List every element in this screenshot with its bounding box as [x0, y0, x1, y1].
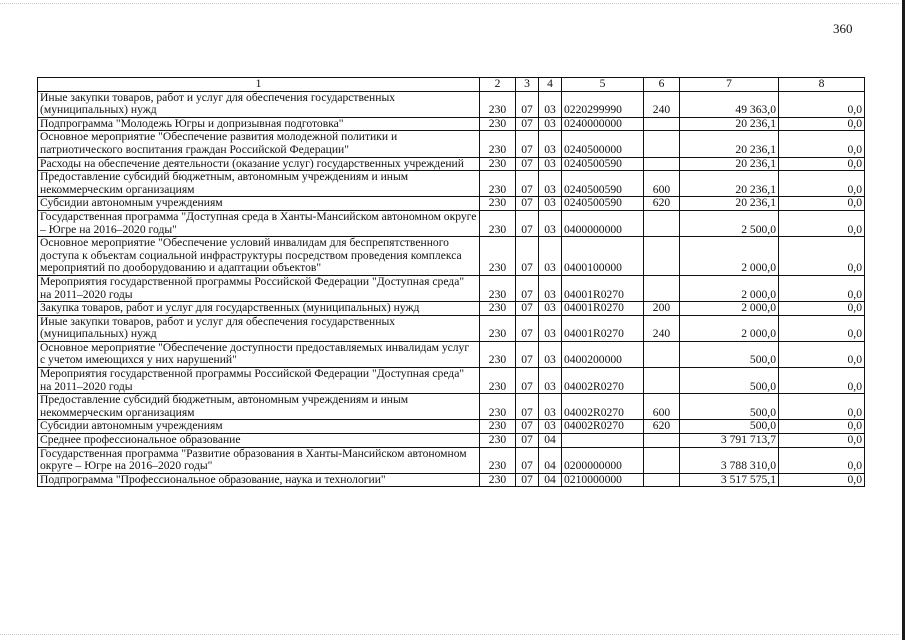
- row-expense-type: 240: [644, 315, 680, 341]
- row-code-3: 07: [516, 171, 539, 197]
- row-expense-type: [644, 237, 680, 276]
- row-target-code: 0220299990: [562, 91, 644, 117]
- row-amount: 3 788 310,0: [680, 447, 779, 473]
- row-expense-type: 200: [644, 302, 680, 316]
- row-target-code: 04002R0270: [562, 394, 644, 420]
- table-row: [38, 171, 865, 197]
- row-amount-2: 0,0: [779, 275, 865, 301]
- row-code-4: 04: [539, 473, 562, 487]
- row-name: Государственная программа "Доступная среда в Ханты-Мансийском автономном округе – Югре на 2016–2020 годы": [38, 210, 480, 236]
- column-header-2: 2: [480, 78, 516, 92]
- row-amount-2: 0,0: [779, 341, 865, 367]
- row-amount: 49 363,0: [680, 91, 779, 117]
- row-code-4: 03: [539, 420, 562, 434]
- row-amount-2: 0,0: [779, 434, 865, 448]
- row-code-3: 07: [516, 91, 539, 117]
- row-expense-type: [644, 210, 680, 236]
- row-amount-2: 0,0: [779, 91, 865, 117]
- row-expense-type: [644, 447, 680, 473]
- row-name: Закупка товаров, работ и услуг для государственных (муниципальных) нужд: [38, 302, 480, 316]
- row-amount: 2 000,0: [680, 302, 779, 316]
- row-target-code: 0240500590: [562, 157, 644, 171]
- row-code-2: 230: [480, 117, 516, 131]
- row-amount: 3 517 575,1: [680, 473, 779, 487]
- row-amount: 2 000,0: [680, 275, 779, 301]
- table-row: [38, 368, 865, 394]
- row-code-4: 03: [539, 131, 562, 157]
- column-header-8: 8: [779, 78, 865, 92]
- row-code-2: 230: [480, 210, 516, 236]
- row-expense-type: [644, 275, 680, 301]
- row-name: Подпрограмма "Молодежь Югры и допризывная подготовка": [38, 117, 480, 131]
- row-expense-type: [644, 117, 680, 131]
- row-code-4: 03: [539, 341, 562, 367]
- row-amount: 20 236,1: [680, 171, 779, 197]
- row-name: Основное мероприятие "Обеспечение условий инвалидам для беспрепятственного доступа к объектам социальной инфраструктуры посредством проведения комплекса мероприятий по дооборудованию и адаптации объектов": [38, 237, 480, 276]
- table-row: [38, 447, 865, 473]
- page-number: 360: [833, 21, 853, 36]
- row-code-2: 230: [480, 302, 516, 316]
- row-code-2: 230: [480, 434, 516, 448]
- table-row: [38, 157, 865, 171]
- row-code-2: 230: [480, 91, 516, 117]
- row-expense-type: 620: [644, 420, 680, 434]
- row-code-2: 230: [480, 420, 516, 434]
- row-name: Иные закупки товаров, работ и услуг для обеспечения государственных (муниципальных) нужд: [38, 315, 480, 341]
- row-code-2: 230: [480, 447, 516, 473]
- row-amount-2: 0,0: [779, 197, 865, 211]
- row-amount-2: 0,0: [779, 420, 865, 434]
- row-target-code: 04001R0270: [562, 275, 644, 301]
- row-code-3: 07: [516, 275, 539, 301]
- row-code-2: 230: [480, 473, 516, 487]
- row-code-4: 03: [539, 197, 562, 211]
- row-expense-type: [644, 434, 680, 448]
- row-code-2: 230: [480, 171, 516, 197]
- row-amount: 3 791 713,7: [680, 434, 779, 448]
- column-header-5: 5: [562, 78, 644, 92]
- table-row: [38, 434, 865, 448]
- row-amount: 500,0: [680, 394, 779, 420]
- row-code-4: 03: [539, 302, 562, 316]
- row-code-3: 07: [516, 420, 539, 434]
- row-amount-2: 0,0: [779, 315, 865, 341]
- row-amount: 2 500,0: [680, 210, 779, 236]
- row-name: Предоставление субсидий бюджетным, автономным учреждениям и иным некоммерческим организациям: [38, 171, 480, 197]
- table-body: [38, 91, 865, 487]
- row-code-3: 07: [516, 473, 539, 487]
- row-expense-type: [644, 341, 680, 367]
- scan-noise-top: [0, 3, 899, 4]
- row-target-code: 04001R0270: [562, 302, 644, 316]
- row-expense-type: 600: [644, 394, 680, 420]
- table-row: [38, 420, 865, 434]
- header-row: [38, 78, 865, 92]
- row-code-2: 230: [480, 394, 516, 420]
- row-code-4: 03: [539, 368, 562, 394]
- row-amount-2: 0,0: [779, 131, 865, 157]
- column-header-3: 3: [516, 78, 539, 92]
- budget-table: [37, 77, 865, 487]
- row-code-2: 230: [480, 275, 516, 301]
- row-target-code: 0240500000: [562, 131, 644, 157]
- row-code-3: 07: [516, 368, 539, 394]
- column-header-1: 1: [38, 78, 480, 92]
- row-expense-type: 600: [644, 171, 680, 197]
- row-name: Субсидии автономным учреждениям: [38, 420, 480, 434]
- table-row: [38, 237, 865, 276]
- row-code-3: 07: [516, 434, 539, 448]
- row-code-4: 03: [539, 171, 562, 197]
- row-code-4: 03: [539, 210, 562, 236]
- row-name: Расходы на обеспечение деятельности (оказание услуг) государственных учреждений: [38, 157, 480, 171]
- row-name: Среднее профессиональное образование: [38, 434, 480, 448]
- row-code-4: 03: [539, 91, 562, 117]
- table-row: [38, 302, 865, 316]
- row-code-2: 230: [480, 315, 516, 341]
- row-amount-2: 0,0: [779, 302, 865, 316]
- row-expense-type: 620: [644, 197, 680, 211]
- row-expense-type: [644, 157, 680, 171]
- row-code-2: 230: [480, 237, 516, 276]
- row-code-3: 07: [516, 210, 539, 236]
- table-row: [38, 394, 865, 420]
- row-code-3: 07: [516, 315, 539, 341]
- row-amount-2: 0,0: [779, 394, 865, 420]
- row-amount: 2 000,0: [680, 315, 779, 341]
- row-code-4: 03: [539, 275, 562, 301]
- row-expense-type: [644, 473, 680, 487]
- row-amount-2: 0,0: [779, 368, 865, 394]
- row-code-3: 07: [516, 341, 539, 367]
- row-name: Основное мероприятие "Обеспечение развития молодежной политики и патриотического воспитания граждан Российской Федерации": [38, 131, 480, 157]
- row-code-2: 230: [480, 157, 516, 171]
- row-code-4: 04: [539, 434, 562, 448]
- table-row: [38, 315, 865, 341]
- column-header-6: 6: [644, 78, 680, 92]
- row-amount: 20 236,1: [680, 197, 779, 211]
- row-code-4: 03: [539, 117, 562, 131]
- row-code-3: 07: [516, 131, 539, 157]
- row-expense-type: [644, 131, 680, 157]
- row-code-3: 07: [516, 197, 539, 211]
- row-target-code: 0400000000: [562, 210, 644, 236]
- row-amount-2: 0,0: [779, 117, 865, 131]
- column-header-7: 7: [680, 78, 779, 92]
- table-row: [38, 210, 865, 236]
- row-target-code: 0240000000: [562, 117, 644, 131]
- row-amount-2: 0,0: [779, 210, 865, 236]
- row-code-2: 230: [480, 131, 516, 157]
- row-target-code: 0400100000: [562, 237, 644, 276]
- row-code-4: 03: [539, 237, 562, 276]
- row-name: Мероприятия государственной программы Российской Федерации "Доступная среда" на 2011–2020 годы: [38, 368, 480, 394]
- row-amount: 500,0: [680, 368, 779, 394]
- table-row: [38, 131, 865, 157]
- row-code-3: 07: [516, 447, 539, 473]
- row-name: Мероприятия государственной программы Российской Федерации "Доступная среда" на 2011–2020 годы: [38, 275, 480, 301]
- row-target-code: 0210000000: [562, 473, 644, 487]
- table-row: [38, 473, 865, 487]
- row-target-code: 04001R0270: [562, 315, 644, 341]
- column-header-4: 4: [539, 78, 562, 92]
- row-name: Основное мероприятие "Обеспечение доступности предоставляемых инвалидам услуг с учетом имеющихся у них нарушений": [38, 341, 480, 367]
- row-code-4: 03: [539, 157, 562, 171]
- row-amount-2: 0,0: [779, 447, 865, 473]
- row-code-2: 230: [480, 341, 516, 367]
- row-name: Предоставление субсидий бюджетным, автономным учреждениям и иным некоммерческим организациям: [38, 394, 480, 420]
- row-expense-type: [644, 368, 680, 394]
- row-amount-2: 0,0: [779, 237, 865, 276]
- table-row: [38, 341, 865, 367]
- scan-noise-bottom: [0, 634, 899, 635]
- row-code-4: 04: [539, 447, 562, 473]
- row-amount-2: 0,0: [779, 171, 865, 197]
- row-code-2: 230: [480, 197, 516, 211]
- row-code-3: 07: [516, 157, 539, 171]
- row-amount: 20 236,1: [680, 131, 779, 157]
- row-code-3: 07: [516, 394, 539, 420]
- row-code-3: 07: [516, 237, 539, 276]
- row-amount: 2 000,0: [680, 237, 779, 276]
- row-amount: 20 236,1: [680, 117, 779, 131]
- table-row: [38, 197, 865, 211]
- row-amount: 500,0: [680, 420, 779, 434]
- row-target-code: 04002R0270: [562, 420, 644, 434]
- table-row: [38, 91, 865, 117]
- row-amount: 500,0: [680, 341, 779, 367]
- row-amount-2: 0,0: [779, 157, 865, 171]
- row-target-code: 0200000000: [562, 447, 644, 473]
- row-amount-2: 0,0: [779, 473, 865, 487]
- row-name: Субсидии автономным учреждениям: [38, 197, 480, 211]
- row-target-code: 0240500590: [562, 171, 644, 197]
- row-target-code: [562, 434, 644, 448]
- row-expense-type: 240: [644, 91, 680, 117]
- row-target-code: 0400200000: [562, 341, 644, 367]
- row-name: Государственная программа "Развитие образования в Ханты-Мансийском автономном округе – Югре на 2016–2020 годы": [38, 447, 480, 473]
- row-name: Подпрограмма "Профессиональное образование, наука и технологии": [38, 473, 480, 487]
- table-row: [38, 117, 865, 131]
- row-code-2: 230: [480, 368, 516, 394]
- row-target-code: 04002R0270: [562, 368, 644, 394]
- table-row: [38, 275, 865, 301]
- row-code-4: 03: [539, 394, 562, 420]
- row-code-3: 07: [516, 117, 539, 131]
- row-target-code: 0240500590: [562, 197, 644, 211]
- row-amount: 20 236,1: [680, 157, 779, 171]
- row-code-4: 03: [539, 315, 562, 341]
- row-code-3: 07: [516, 302, 539, 316]
- row-name: Иные закупки товаров, работ и услуг для обеспечения государственных (муниципальных) нужд: [38, 91, 480, 117]
